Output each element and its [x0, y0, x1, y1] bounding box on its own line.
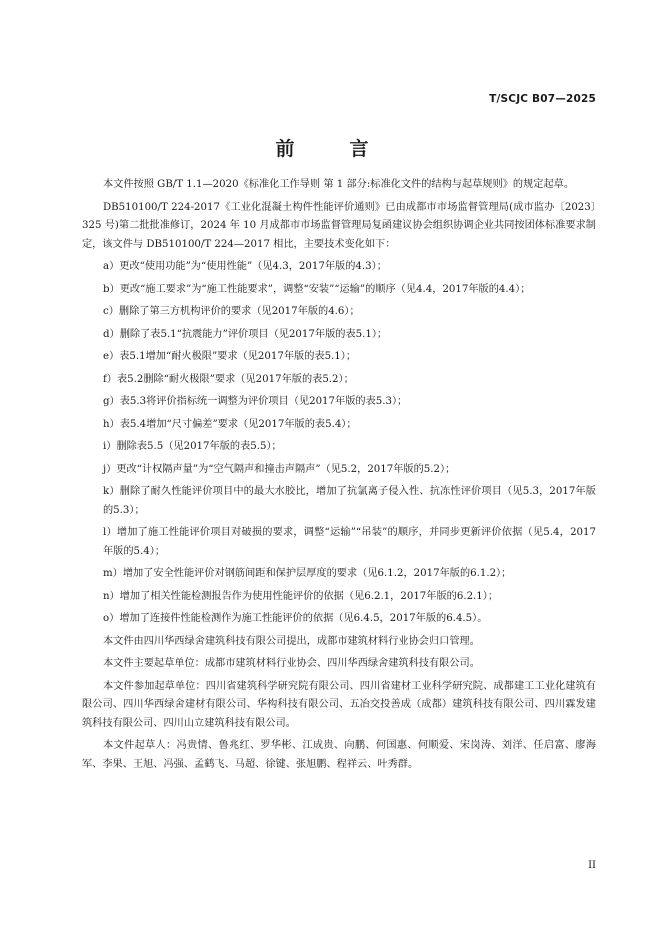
change-item-g: g）表5.3将评价指标统一调整为评价项目（见2017年版的表5.3）；	[103, 396, 408, 407]
change-item-f: f）表5.2删除“耐火极限”要求（见2017年版的表5.2）；	[103, 373, 354, 385]
change-item-m: m）增加了安全性能评价对钢筋间距和保护层厚度的要求（见6.1.2，2017年版的6.1.2）；	[103, 568, 512, 579]
change-item-n: n）增加了相关性能检测报告作为使用性能评价的依据（见6.2.1，2017年版的6.2.1）；	[103, 590, 499, 602]
change-item-b: b）更改“施工要求”为“施工性能要求”，调整“安装”“运输”的顺序（见4.4，2017年版的4.4）；	[103, 283, 531, 295]
main-drafting-units: 本文件主要起草单位：成都市建筑材料行业协会、四川华西绿舍建筑科技有限公司。	[103, 658, 480, 669]
page-number: II	[588, 860, 596, 871]
change-item-k: k）删除了耐久性能评价项目中的最大水胶比，增加了抗氯离子侵入性、抗冻性评价项目（见5.3，2017年版的5.3）；	[103, 486, 596, 516]
page-title: 前 言	[275, 138, 387, 160]
change-item-h: h）表5.4增加“尺寸偏差”要求（见2017年版的表5.4）；	[103, 418, 357, 430]
change-item-l: l）增加了施工性能评价项目对破损的要求，调整“运输”“吊装”的顺序，并同步更新评价依据（见5.4，2017年版的5.4）；	[103, 527, 596, 557]
participating-units: 本文件参加起草单位：四川省建筑科学研究院有限公司、四川省建材工业科学研究院、成都建工工业化建筑有限公司、四川华西绿舍建材有限公司、华构科技有限公司、五冶交投善成（成都）建筑科技有限公司、四川霖发建筑科技有限公司、四川山立建筑科技有限公司。	[82, 680, 596, 729]
change-item-e: e）表5.1增加“耐火极限”要求（见2017年版的表5.1）；	[103, 351, 357, 362]
revision-paragraph: DB510100/T 224-2017《工业化混凝土构件性能评价通则》已由成都市市场监督管理局(成市监办〔2023〕325 号)第二批批准修订，2024 年 10 月成都市市场监督管理局复函建议协会组织协调企业共同按团体标准要求制定，该文件与 DB510100/T 224—2017 相比，主要技术变化如下：	[82, 201, 596, 250]
change-item-o: o）增加了连接件性能检测作为施工性能评价的依据（见6.4.5，2017年版的6.4.5）。	[103, 613, 488, 624]
document-body	[82, 176, 596, 778]
change-item-d: d）删除了表5.1“抗震能力”评价项目（见2017年版的表5.1）；	[103, 328, 388, 340]
change-item-c: c）删除了第三方机构评价的要求（见2017年版的4.6）；	[103, 306, 360, 317]
change-item-j: j）更改“计权隔声量”为“空气隔声和撞击声隔声”（见5.2，2017年版的5.2）；	[103, 463, 456, 475]
change-item-i: i）删除表5.5（见2017年版的表5.5）；	[103, 441, 282, 452]
drafters-list: 本文件起草人：冯贵情、鲁兆红、罗华彬、江成贵、向鹏、何国惠、何顺爱、宋岗涛、刘洋、任启富、廖海军、李果、王旭、冯强、孟鹤飞、马超、徐键、张旭鹏、程祥云、叶秀群。	[82, 740, 596, 770]
change-item-a: a）更改“使用功能”为“使用性能”（见4.3，2017年版的4.3）；	[103, 261, 387, 272]
intro-paragraph: 本文件按照 GB/T 1.1—2020《标准化工作导则 第 1 部分:标准化文件的结构与起草规则》的规定起草。	[103, 179, 575, 190]
document-code: T/SCJC B07—2025	[489, 93, 596, 105]
proposer-paragraph: 本文件由四川华西绿舍建筑科技有限公司提出，成都市建筑材料行业协会归口管理。	[103, 635, 480, 647]
